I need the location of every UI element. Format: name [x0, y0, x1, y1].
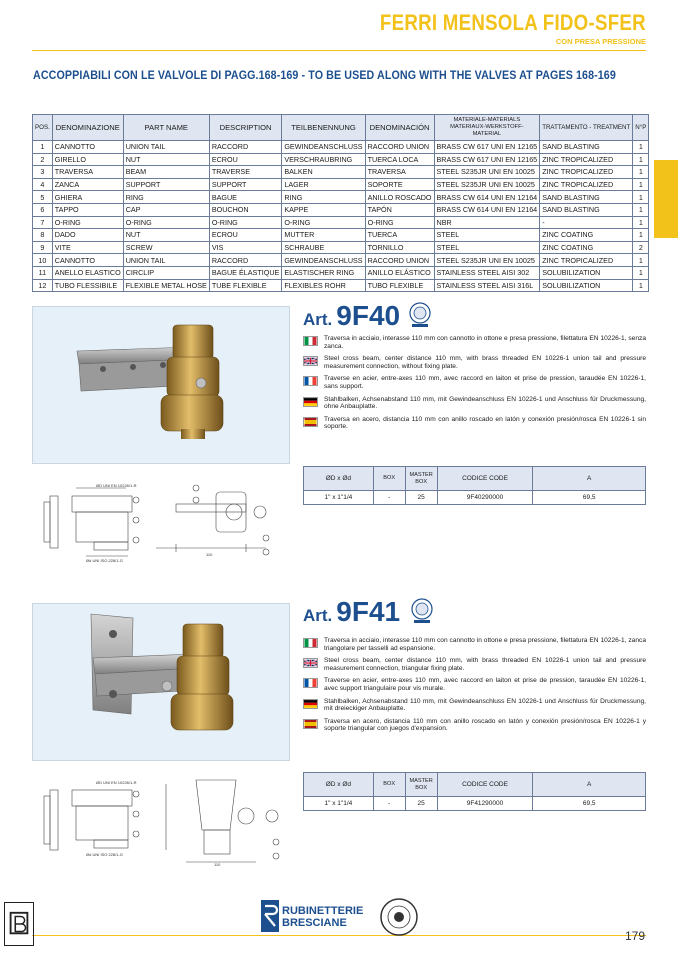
france-flag-icon [303, 376, 318, 386]
table-cell: SCHRAUBE [282, 241, 365, 254]
table-cell: BRASS CW 614 UNI EN 12164 [434, 203, 540, 216]
parts-table [32, 114, 649, 292]
spain-flag-icon [303, 417, 318, 427]
table-cell: TRAVERSE [209, 166, 282, 179]
table-cell: 6 [33, 203, 53, 216]
table-cell: RACCORD UNION [365, 254, 434, 267]
sketch-label-thread-r: ØD UNI EN 10226/1-R [96, 483, 137, 488]
product-photo-9f41 [32, 603, 290, 761]
uk-flag-icon [303, 658, 318, 668]
table-cell: GEWINDEANSCHLUSS [282, 141, 365, 154]
table-cell: 1 [633, 166, 649, 179]
table-cell: TAPPO [52, 203, 123, 216]
table-row [33, 141, 649, 154]
table-cell: ZINC COATING [540, 241, 633, 254]
table-cell: TUBO FLEXIBLE [365, 279, 434, 292]
sketch-label-thread-r: ØD UNI EN 10226/1-R [96, 780, 137, 785]
table-cell: SAND BLASTING [540, 141, 633, 154]
table-cell: - [540, 216, 633, 229]
table-cell: VERSCHRAUBRING [282, 153, 365, 166]
table-cell: CANNOTTO [52, 254, 123, 267]
table-cell: GEWINDEANSCHLUSS [282, 254, 365, 267]
sketch-label-distance: 110 [214, 862, 221, 866]
table-cell: ANILLO ELÁSTICO [365, 266, 434, 279]
sketch-label-thread-g: Ød UNI ISO 228/1-G [86, 852, 123, 857]
col-pos: POS. [33, 115, 53, 141]
section-tab [654, 160, 678, 238]
table-cell: 4 [33, 178, 53, 191]
germany-flag-icon [303, 397, 318, 407]
article-prefix: Art. [303, 310, 333, 329]
table-cell: NUT [123, 153, 209, 166]
col-treatment: TRATTAMENTO - TREATMENT [540, 115, 633, 141]
table-cell: VITE [52, 241, 123, 254]
table-cell: 8 [33, 229, 53, 242]
brand-name: RUBINETTERIE BRESCIANE [282, 905, 364, 929]
table-cell: SAND BLASTING [540, 191, 633, 204]
table-cell: TUBE FLEXIBLE [209, 279, 282, 292]
table-cell: FLEXIBLES ROHR [282, 279, 365, 292]
description-de: Stahlbalken, Achsenabstand 110 mm, mit Gewindeanschluss EN 10226-1 und Anschluss für Druckmessung, ohne Anbauplatte. [303, 396, 646, 411]
table-row [33, 266, 649, 279]
article-code: 9F41 [336, 596, 401, 627]
table-cell: 1 [633, 153, 649, 166]
table-cell: RACCORD [209, 254, 282, 267]
quality-certification-icon [408, 302, 432, 328]
table-cell: O-RING [123, 216, 209, 229]
table-row [33, 279, 649, 292]
order-table-header: ØD x Ød BOX MASTER BOX CODICE CODE A [304, 773, 646, 797]
table-cell: 1 [633, 203, 649, 216]
table-cell: ZINC TROPICALIZED [540, 254, 633, 267]
spain-flag-icon [303, 719, 318, 729]
sketch-label-distance: 110 [206, 552, 213, 557]
table-cell: ZINC TROPICALIZED [540, 178, 633, 191]
article-code: 9F40 [336, 300, 401, 331]
table-cell: SOLUBILIZATION [540, 279, 633, 292]
page-number: 179 [624, 929, 645, 943]
catalog-title-block [333, 10, 646, 46]
table-cell: STAINLESS STEEL AISI 302 [434, 266, 540, 279]
table-row [33, 153, 649, 166]
order-table-9f40 [303, 466, 646, 505]
col-teilbenennung: TEILBENENNUNG [282, 115, 365, 141]
table-cell: BALKEN [282, 166, 365, 179]
table-cell: NBR [434, 216, 540, 229]
table-cell: ECROU [209, 229, 282, 242]
table-cell: BAGUE [209, 191, 282, 204]
table-cell: BOUCHON [209, 203, 282, 216]
table-cell: ELASTISCHER RING [282, 266, 365, 279]
table-cell: GHIERA [52, 191, 123, 204]
article-title-9f41 [303, 596, 400, 628]
table-cell: 1 [633, 279, 649, 292]
article-prefix: Art. [303, 606, 333, 625]
description-fr: Traverse en acier, entre-axes 110 mm, avec raccord en laiton et prise de pression, taraudée EN 10226-1, sans support. [303, 375, 646, 390]
table-cell: 5 [33, 191, 53, 204]
table-cell: STEEL [434, 241, 540, 254]
table-cell: TRAVERSA [365, 166, 434, 179]
table-cell: FLEXIBLE METAL HOSE [123, 279, 209, 292]
parts-table-body [33, 141, 649, 292]
table-cell: 11 [33, 266, 53, 279]
table-cell: ECROU [209, 153, 282, 166]
table-cell: ANELLO ELASTICO [52, 266, 123, 279]
table-cell: ZINC TROPICALIZED [540, 153, 633, 166]
col-description: DESCRIPTION [209, 115, 282, 141]
italy-flag-icon [303, 336, 318, 346]
uk-flag-icon [303, 356, 318, 366]
page-subtitle: CON PRESA PRESSIONE [555, 37, 646, 46]
order-table-header: ØD x Ød BOX MASTER BOX CODICE CODE A [304, 467, 646, 491]
table-cell: ANILLO ROSCADO [365, 191, 434, 204]
table-cell: O-RING [52, 216, 123, 229]
technical-drawing-9f41 [36, 770, 286, 866]
table-cell: SOLUBILIZATION [540, 266, 633, 279]
description-en: Steel cross beam, center distance 110 mm, with brass threaded EN 10226-1 union tail and pressure measurement connection, without fixing plate. [303, 355, 646, 370]
table-cell: UNION TAIL [123, 254, 209, 267]
table-cell: 12 [33, 279, 53, 292]
order-table-9f41 [303, 772, 646, 811]
description-es: Traversa en acero, distancia 110 mm con anillo roscado en latón y conexión presión/rosca EN 10226-1 sin soporte. [303, 416, 646, 431]
col-qty: N°P [633, 115, 649, 141]
table-row [33, 166, 649, 179]
table-cell: MUTTER [282, 229, 365, 242]
table-cell: 7 [33, 216, 53, 229]
table-cell: ZINC COATING [540, 229, 633, 242]
table-cell: TAPÓN [365, 203, 434, 216]
table-cell: 1 [633, 141, 649, 154]
table-cell: BEAM [123, 166, 209, 179]
table-cell: 1 [633, 216, 649, 229]
table-cell: ZANCA [52, 178, 123, 191]
germany-flag-icon [303, 699, 318, 709]
parts-table-header [33, 115, 649, 141]
table-cell: 1 [633, 254, 649, 267]
description-de: Stahlbalken, Achsenabstand 110 mm, mit Gewindeanschluss EN 10226-1 und Anschluss für Druckmessung, mit dreieckiger Anbauplatte. [303, 698, 646, 713]
description-it: Traversa in acciaio, interasse 110 mm con cannotto in ottone e presa pressione, filettatura EN 10226-1, zanca triangolare per tasselli ad espansione. [303, 637, 646, 652]
table-cell: RACCORD UNION [365, 141, 434, 154]
table-row [33, 229, 649, 242]
table-cell: 9 [33, 241, 53, 254]
col-part-name: PART NAME [123, 115, 209, 141]
table-cell: SCREW [123, 241, 209, 254]
page-title: FERRI MENSOLA FIDO-SFER [380, 10, 646, 35]
table-cell: UNION TAIL [123, 141, 209, 154]
table-cell: ZINC TROPICALIZED [540, 166, 633, 179]
col-denominacion: DENOMINACIÓN [365, 115, 434, 141]
table-cell: 1 [633, 178, 649, 191]
table-cell: 10 [33, 254, 53, 267]
table-cell: O-RING [365, 216, 434, 229]
table-cell: NUT [123, 229, 209, 242]
italy-flag-icon [303, 638, 318, 648]
table-cell: VIS [209, 241, 282, 254]
sketch-label-thread-g: Ød UNI ISO 228/1-G [86, 558, 123, 563]
group-logo-icon [4, 902, 34, 946]
table-cell: STEEL S235JR UNI EN 10025 [434, 166, 540, 179]
france-flag-icon [303, 678, 318, 688]
beam-valve-photo-icon [33, 307, 291, 465]
article-title-9f40 [303, 300, 400, 332]
table-row [33, 254, 649, 267]
table-cell: 2 [633, 241, 649, 254]
table-cell: GIRELLO [52, 153, 123, 166]
table-cell: SAND BLASTING [540, 203, 633, 216]
table-cell: RACCORD [209, 141, 282, 154]
table-cell: STEEL S235JR UNI EN 10025 [434, 254, 540, 267]
beam-valve-triangular-photo-icon [33, 604, 291, 762]
description-es: Traversa en acero, distancia 110 mm con anillo roscado en latón y conexión presión/rosca EN 10226-1 y soporte triangular con juegos d'expansion. [303, 718, 646, 733]
table-cell: 1 [633, 191, 649, 204]
description-en: Steel cross beam, center distance 110 mm, with brass threaded EN 10226-1 union tail and pressure measurement connection, triangular fixing plate. [303, 657, 646, 672]
table-cell: TUERCA [365, 229, 434, 242]
table-cell: TORNILLO [365, 241, 434, 254]
table-cell: 1 [33, 141, 53, 154]
descriptions-9f41 [303, 637, 646, 738]
table-cell: BAGUE ÉLASTIQUE [209, 266, 282, 279]
table-cell: BRASS CW 614 UNI EN 12164 [434, 191, 540, 204]
table-cell: BRASS CW 617 UNI EN 12165 [434, 153, 540, 166]
descriptions-9f40 [303, 335, 646, 436]
table-cell: RING [123, 191, 209, 204]
table-cell: CANNOTTO [52, 141, 123, 154]
table-cell: STEEL [434, 229, 540, 242]
table-cell: TUBO FLESSIBILE [52, 279, 123, 292]
table-cell: 1 [633, 229, 649, 242]
table-row [33, 216, 649, 229]
product-photo-9f40 [32, 306, 290, 464]
table-cell: CIRCLIP [123, 266, 209, 279]
table-cell: 3 [33, 166, 53, 179]
table-cell: TUERCA LOCA [365, 153, 434, 166]
table-cell: CAP [123, 203, 209, 216]
table-cell: 1 [633, 266, 649, 279]
table-cell: SUPPORT [209, 178, 282, 191]
table-cell: TRAVERSA [52, 166, 123, 179]
table-row [33, 203, 649, 216]
table-cell: SUPPORT [123, 178, 209, 191]
order-table-row: 1" x 1"1/4 - 25 9F40290000 69,5 [304, 491, 646, 505]
iso-certification-seal-icon [379, 897, 419, 937]
table-cell: KAPPE [282, 203, 365, 216]
table-row [33, 191, 649, 204]
order-table-row: 1" x 1"1/4 - 25 9F41290000 69,5 [304, 797, 646, 811]
col-material: MATERIALE-MATERIALS MATERIAUX-WERKSTOFF-MATERIAL [434, 115, 540, 141]
table-cell: O-RING [282, 216, 365, 229]
table-cell: O-RING [209, 216, 282, 229]
table-row [33, 241, 649, 254]
col-denominazione: DENOMINAZIONE [52, 115, 123, 141]
table-row [33, 178, 649, 191]
compatibility-heading: ACCOPPIABILI CON LE VALVOLE DI PAGG.168-169 - TO BE USED ALONG WITH THE VALVES AT PAGES 168-169 [33, 70, 616, 82]
table-cell: BRASS CW 617 UNI EN 12165 [434, 141, 540, 154]
table-cell: 2 [33, 153, 53, 166]
table-cell: DADO [52, 229, 123, 242]
header-divider [32, 50, 646, 51]
quality-certification-icon [410, 598, 434, 624]
description-fr: Traverse en acier, entre-axes 110 mm, avec raccord en laiton et prise de pression, taraudée EN 10226-1, avec support triangulaire pour vis murale. [303, 677, 646, 692]
table-cell: STEEL S235JR UNI EN 10025 [434, 178, 540, 191]
table-cell: SOPORTE [365, 178, 434, 191]
description-it: Traversa in acciaio, interasse 110 mm con cannotto in ottone e presa pressione, filettatura EN 10226-1, senza zanca. [303, 335, 646, 350]
technical-drawing-9f40 [36, 468, 286, 564]
table-cell: RING [282, 191, 365, 204]
table-cell: STAINLESS STEEL AISI 316L [434, 279, 540, 292]
table-cell: LAGER [282, 178, 365, 191]
